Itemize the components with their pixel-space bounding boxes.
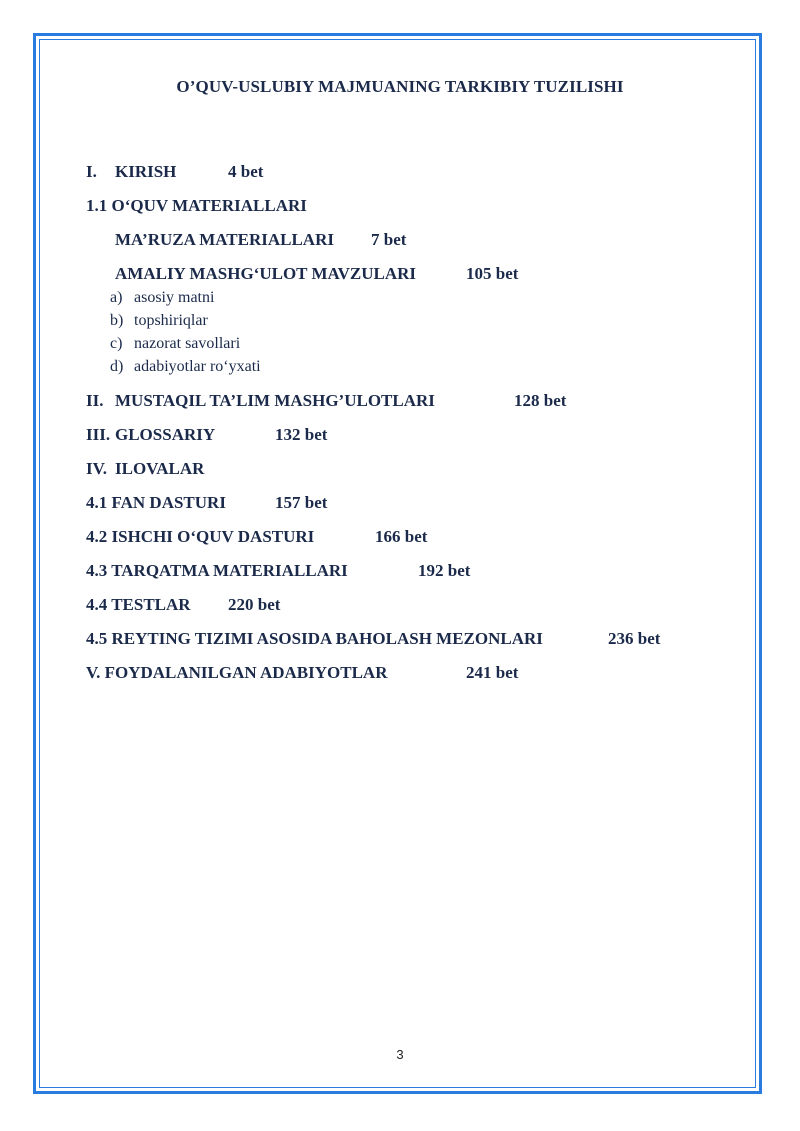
toc-page: 105 bet [466,264,519,283]
toc-subitem [110,335,310,355]
toc-page: 128 bet [514,391,567,410]
toc-number: III. [86,425,111,444]
toc-number: IV. [86,459,107,478]
toc-number: II. [86,391,104,410]
toc-entry-ishchi-dasturi[interactable] [86,527,486,549]
toc-subitem [110,358,330,378]
page-number: 3 [396,1047,404,1062]
toc-entry-fan-dasturi[interactable] [86,493,386,515]
toc-entry-ilovalar[interactable] [86,459,386,481]
toc-label: GLOSSARIY [115,425,216,444]
toc-label: 1.1 O‘QUV MATERIALLARI [86,196,307,215]
toc-page: 7 bet [371,230,407,249]
toc-page: 192 bet [418,561,471,580]
toc-page: 166 bet [375,527,428,546]
toc-page: 241 bet [466,663,519,682]
subitem-letter: a) [110,289,123,306]
toc-label: MUSTAQIL TA’LIM MASHG’ULOTLARI [115,391,435,410]
toc-number: I. [86,162,97,181]
toc-label: V. FOYDALANILGAN ADABIYOTLAR [86,663,388,682]
toc-page: 132 bet [275,425,328,444]
toc-label: ILOVALAR [115,459,205,478]
toc-label: KIRISH [115,162,177,181]
toc-entry-adabiyotlar[interactable] [86,663,586,685]
toc-entry-reyting[interactable] [86,629,706,651]
toc-entry-kirish[interactable] [86,162,386,184]
toc-entry-mustaqil[interactable] [86,391,606,413]
toc-subitem [110,289,310,309]
toc-page: 4 bet [228,162,264,181]
toc-entry-oquv-materiallari[interactable] [86,196,486,218]
toc-label: MA’RUZA MATERIALLARI [115,230,334,249]
toc-label: 4.5 REYTING TIZIMI ASOSIDA BAHOLASH MEZONLARI [86,629,543,648]
document-title: O’QUV-USLUBIY MAJMUANING TARKIBIY TUZILISHI [176,77,624,96]
toc-label: 4.4 TESTLAR [86,595,191,614]
toc-label: 4.2 ISHCHI O‘QUV DASTURI [86,527,315,546]
toc-page: 220 bet [228,595,281,614]
toc-label: 4.3 TARQATMA MATERIALLARI [86,561,348,580]
subitem-letter: c) [110,335,123,352]
toc-entry-maruza[interactable] [115,230,515,252]
toc-page: 236 bet [608,629,661,648]
subitem-letter: d) [110,358,124,375]
toc-subitem [110,312,310,332]
subitem-letter: b) [110,312,124,329]
toc-entry-amaliy[interactable] [115,264,565,286]
toc-label: 4.1 FAN DASTURI [86,493,226,512]
subitem-text: adabiyotlar ro‘yxati [134,358,261,375]
subitem-text: topshiriqlar [134,312,208,329]
toc-label: AMALIY MASHG‘ULOT MAVZULARI [115,264,416,283]
toc-entry-testlar[interactable] [86,595,386,617]
toc-entry-tarqatma[interactable] [86,561,536,583]
subitem-text: nazorat savollari [134,335,241,352]
subitem-text: asosiy matni [134,289,215,306]
toc-page: 157 bet [275,493,328,512]
toc-entry-glossariy[interactable] [86,425,386,447]
